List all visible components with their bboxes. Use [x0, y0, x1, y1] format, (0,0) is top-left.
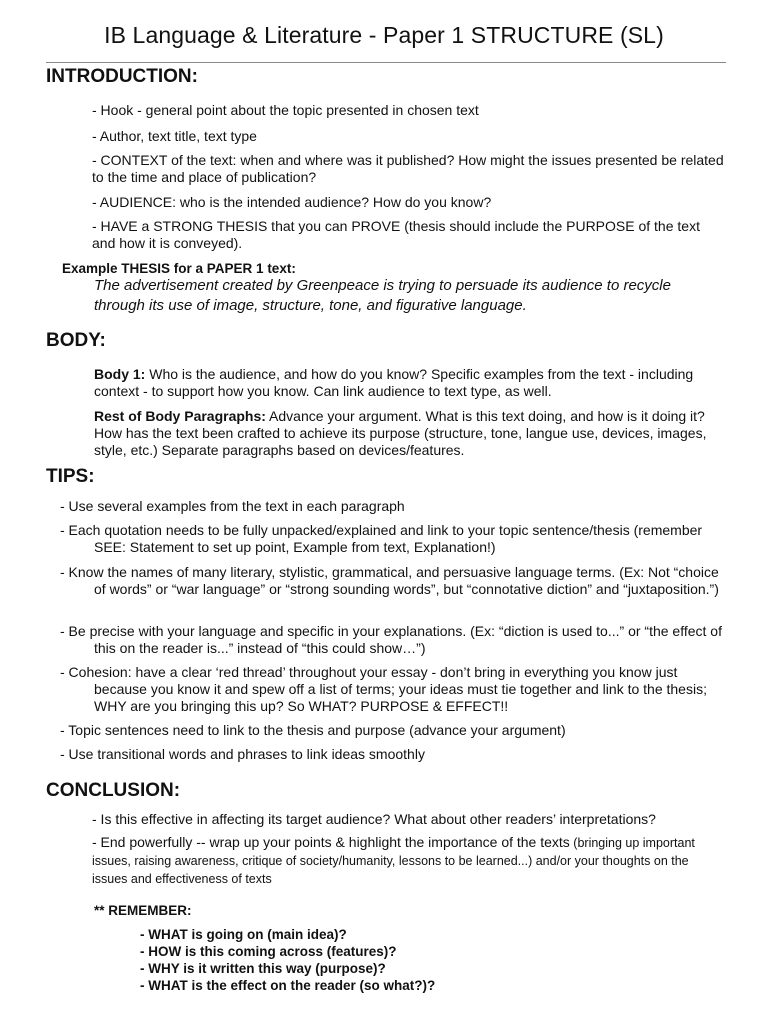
tips-heading: TIPS: [46, 466, 95, 487]
tip-item: - Know the names of many literary, stylistic, grammatical, and persuasive language terms. (Ex: Not “choice of words” or “war language” or “strong sounding words”, but “connotative diction” and “juxtaposition.”) [60, 564, 719, 597]
conclusion-end-main: - End powerfully -- wrap up your points & highlight the importance of the texts [92, 834, 570, 850]
tip-item: - Topic sentences need to link to the thesis and purpose (advance your argument) [60, 722, 566, 738]
tip-item: - Use several examples from the text in each paragraph [60, 498, 405, 514]
conclusion-item-end [92, 834, 722, 888]
tip-item: - Use transitional words and phrases to link ideas smoothly [60, 746, 425, 762]
conclusion-heading: CONCLUSION: [46, 780, 181, 801]
body1-paragraph [94, 366, 704, 400]
remember-item: - WHY is it written this way (purpose)? [140, 961, 386, 976]
title-divider [46, 62, 726, 63]
tip-item: - Each quotation needs to be fully unpacked/explained and link to your topic sentence/thesis (remember SEE: Statement to set up point, Example from text, Explanation!) [60, 522, 703, 555]
body1-text: Who is the audience, and how do you know? Specific examples from the text - including context - to support how you know. Can link audience to text type, as well. [94, 366, 694, 399]
tip-item: - Cohesion: have a clear ‘red thread’ throughout your essay - don’t bring in everything you know just because you know it and spew off a list of terms; your ideas must tie together and link to the thesis; WHY are you bringing this up? So WHAT? PURPOSE & EFFECT!! [60, 664, 707, 714]
body-heading: BODY: [46, 330, 106, 351]
intro-item-context: - CONTEXT of the text: when and where was it published? How might the issues presented be related to the time and place of publication? [92, 152, 724, 185]
remember-item: - HOW is this coming across (features)? [140, 944, 397, 959]
conclusion-item-effective: - Is this effective in affecting its target audience? What about other readers’ interpretations? [92, 811, 656, 827]
intro-item-audience: - AUDIENCE: who is the intended audience? How do you know? [92, 194, 492, 210]
intro-item-thesis: - HAVE a STRONG THESIS that you can PROVE (thesis should include the PURPOSE of the text and how it is conveyed). [92, 218, 700, 251]
thesis-example-text: The advertisement created by Greenpeace is trying to persuade its audience to recycle through its use of image, structure, tone, and figurative language. [94, 277, 671, 314]
introduction-heading: INTRODUCTION: [46, 66, 198, 87]
rest-body-label: Rest of Body Paragraphs: [94, 408, 266, 424]
conclusion-end-detail: (bringing up important issues, raising awareness, critique of society/humanity, lessons to be learned...) and/or your thoughts on the issues and effectiveness of texts [92, 836, 695, 886]
remember-item: - WHAT is going on (main idea)? [140, 927, 347, 942]
rest-body-text: Advance your argument. What is this text doing, and how is it doing it? How has the text been crafted to achieve its purpose (structure, tone, langue use, devices, images, style, etc.) Separate paragraphs based on devices/features. [94, 408, 707, 458]
intro-item-author: - Author, text title, text type [92, 128, 257, 144]
rest-body-paragraph [94, 408, 710, 459]
intro-item-hook: - Hook - general point about the topic presented in chosen text [92, 102, 479, 118]
remember-label: ** REMEMBER: [94, 903, 192, 918]
thesis-example-label: Example THESIS for a PAPER 1 text: [62, 261, 296, 276]
page-title: IB Language & Literature - Paper 1 STRUCTURE (SL) [104, 22, 664, 48]
remember-item: - WHAT is the effect on the reader (so what?)? [140, 978, 436, 993]
body1-label: Body 1: [94, 366, 146, 382]
tip-item: - Be precise with your language and specific in your explanations. (Ex: “diction is used to...” or “the effect of this on the reader is...” instead of “this could show…”) [60, 623, 722, 656]
